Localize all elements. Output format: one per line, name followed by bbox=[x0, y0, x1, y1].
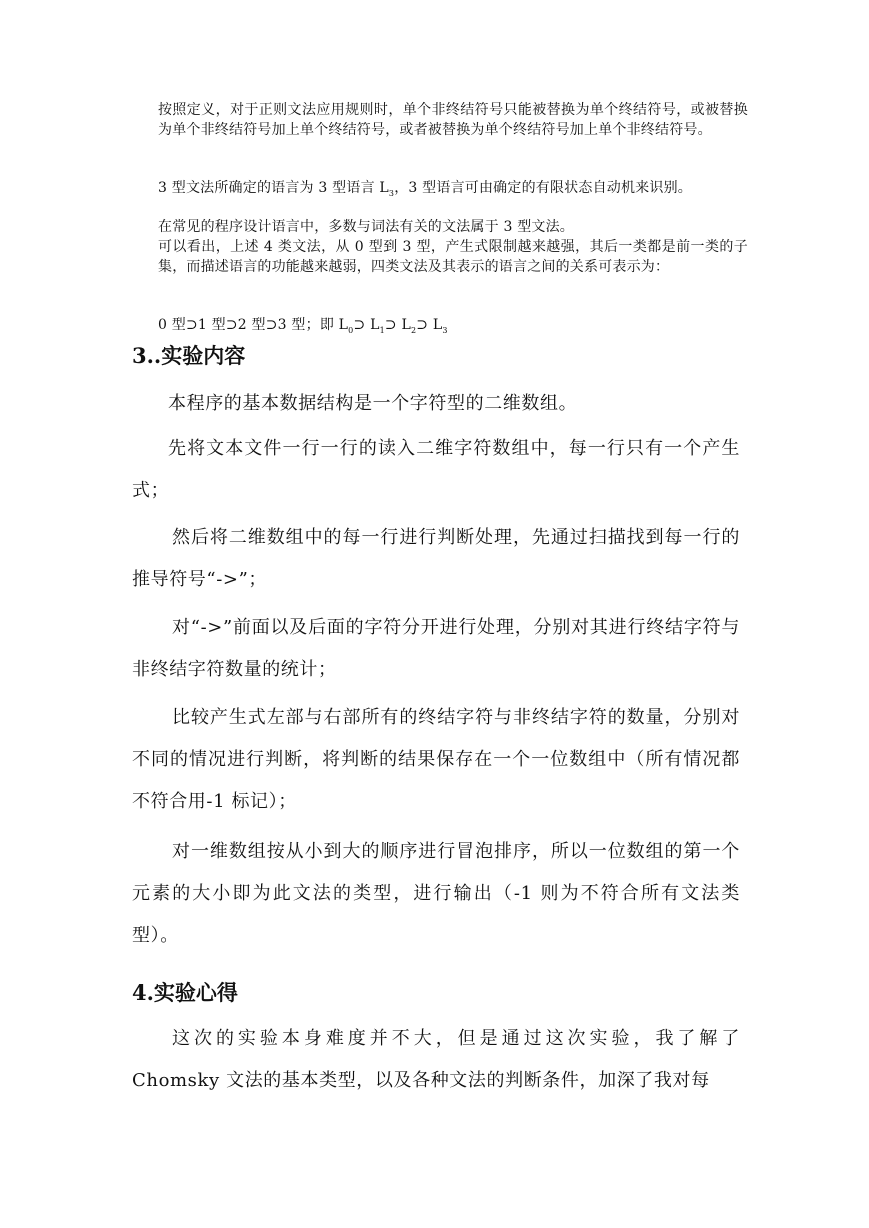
section-4-heading: 4.实验心得 bbox=[132, 980, 238, 1005]
superset-2: ⊃ bbox=[384, 317, 402, 333]
section-4-paragraph: 这次的实验本身难度并不大，但是通过这次实验，我了解了Chomsky 文法的基本类型，以及各种文法的判断条件，加深了我对每 bbox=[132, 1028, 740, 1091]
section-3-paragraph: 对“->”前面以及后面的字符分开进行处理，分别对其进行终结字符与非终结字符数量的统计； bbox=[132, 617, 740, 680]
regular-grammar-definition: 按照定义，对于正则文法应用规则时，单个非终结符号只能被替换为单个终结符号，或被替换为单个非终结符号加上单个终结符号，或者被替换为单个终结符号加上单个非终结符号。 bbox=[158, 102, 748, 138]
type3-text-before: 3 型文法所确定的语言为 3 型语言 L bbox=[158, 180, 389, 196]
l0-letter: L bbox=[338, 317, 349, 333]
l1-letter: L bbox=[370, 317, 380, 333]
l1-sub: 1 bbox=[379, 325, 385, 335]
type3-text-after: ，3 型语言可由确定的有限状态自动机来识别。 bbox=[394, 180, 692, 196]
l0-sub: 0 bbox=[348, 325, 354, 335]
section-3-paragraph: 本程序的基本数据结构是一个字符型的二维数组。 bbox=[168, 393, 578, 414]
section-3-paragraph: 然后将二维数组中的每一行进行判断处理，先通过扫描找到每一行的推导符号“->”； bbox=[132, 527, 740, 590]
superset-1: ⊃ bbox=[353, 317, 371, 333]
language-relation bbox=[158, 316, 748, 336]
l3-letter: L bbox=[432, 317, 443, 333]
hierarchy-paragraph: 可以看出，上述 4 类文法，从 0 型到 3 型，产生式限制越来越强，其后一类都是前一类的子集，而描述语言的功能越来越弱，四类文法及其表示的语言之间的关系可表示为： bbox=[158, 239, 748, 275]
section-3-heading: 3..实验内容 bbox=[132, 343, 246, 368]
section-3-paragraph: 先将文本文件一行一行的读入二维字符数组中，每一行只有一个产生式； bbox=[132, 438, 740, 501]
l2-letter: L bbox=[401, 317, 411, 333]
section-3-paragraph: 比较产生式左部与右部所有的终结字符与非终结字符的数量，分别对不同的情况进行判断，将判断的结果保存在一个一位数组中（所有情况都不符合用-1 标记）； bbox=[132, 707, 740, 812]
l2-sub: 2 bbox=[410, 325, 417, 335]
section-3-paragraph: 对一维数组按从小到大的顺序进行冒泡排序，所以一位数组的第一个元素的大小即为此文法的类型，进行输出（-1 则为不符合所有文法类型）。 bbox=[132, 841, 740, 946]
relation-text: 0 型⊃1 型⊃2 型⊃3 型；即 bbox=[158, 317, 339, 333]
lexical-grammar-paragraph: 在常见的程序设计语言中，多数与词法有关的文法属于 3 型文法。 bbox=[158, 219, 575, 235]
l3-sub: 3 bbox=[442, 325, 448, 335]
type3-subscript: 3 bbox=[388, 188, 395, 198]
superset-3: ⊃ bbox=[416, 317, 433, 333]
type3-language-paragraph bbox=[158, 179, 748, 199]
